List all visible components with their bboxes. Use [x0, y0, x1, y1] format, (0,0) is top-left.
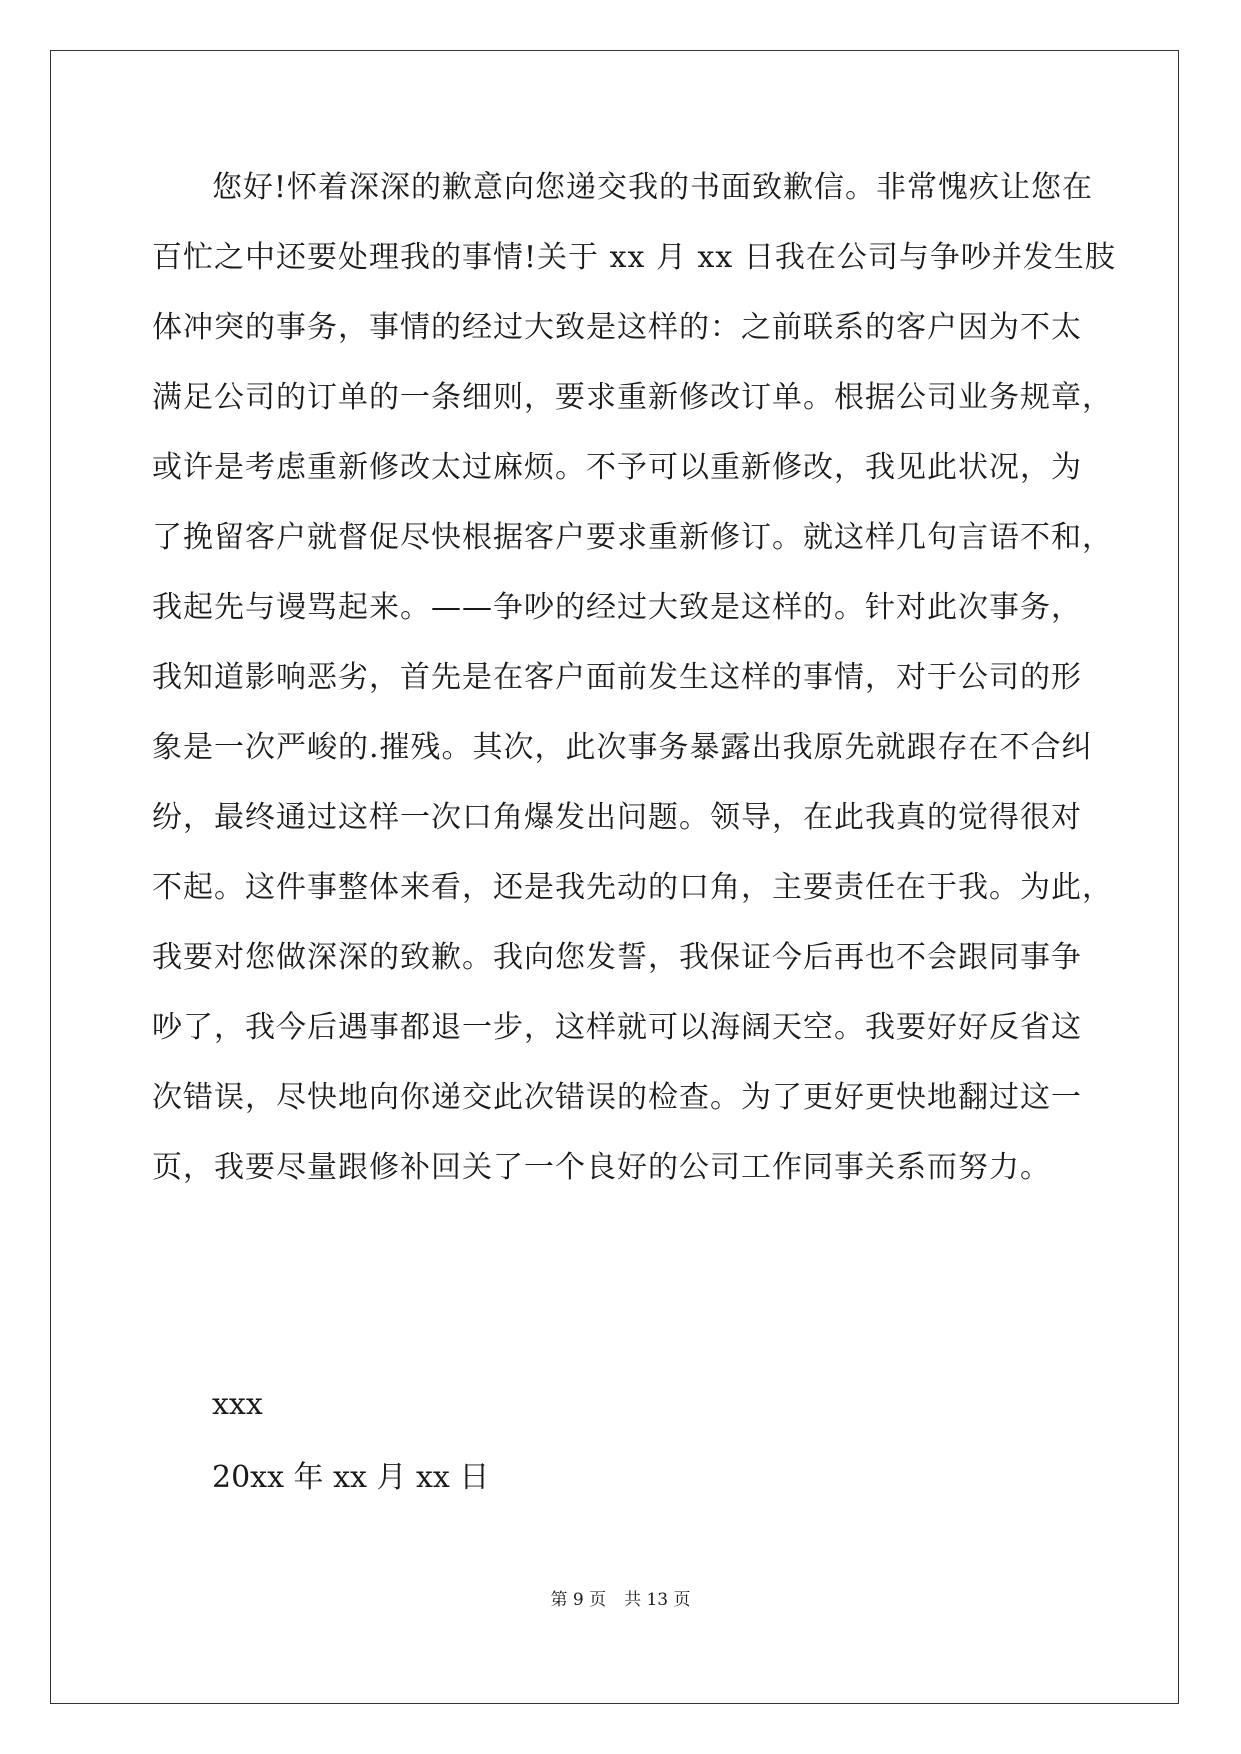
letter-line: 不起。这件事整体来看，还是我先动的口角，主要责任在于我。为此，: [152, 870, 1113, 905]
letter-line: 我知道影响恶劣，首先是在客户面前发生这样的事情，对于公司的形: [152, 660, 1082, 695]
letter-body: [152, 168, 1116, 1218]
letter-line: 次错误，尽快地向你递交此次错误的检查。为了更好更快地翻过这一: [152, 1080, 1082, 1115]
page-number: 第 9 页: [550, 1590, 607, 1610]
letter-line: 或许是考虑重新修改太过麻烦。不予可以重新修改，我见此状况，为: [152, 450, 1082, 485]
letter-line: 我起先与谩骂起来。——争吵的经过大致是这样的。针对此次事务，: [152, 590, 1082, 625]
letter-line: 页，我要尽量跟修补回关了一个良好的公司工作同事关系而努力。: [152, 1150, 1051, 1185]
letter-line: 您好!怀着深深的歉意向您递交我的书面致歉信。非常愧疚让您在: [212, 170, 1094, 205]
letter-date: 20xx 年 xx 月 xx 日: [212, 1460, 490, 1495]
signature: xxx: [212, 1387, 263, 1422]
letter-line: 满足公司的订单的一条细则，要求重新修改订单。根据公司业务规章，: [152, 380, 1113, 415]
letter-line: 了挽留客户就督促尽快根据客户要求重新修订。就这样几句言语不和，: [152, 520, 1113, 555]
page-total: 共 13 页: [624, 1590, 691, 1610]
letter-line: 纷，最终通过这样一次口角爆发出问题。领导，在此我真的觉得很对: [152, 800, 1082, 835]
letter-line: 我要对您做深深的致歉。我向您发誓，我保证今后再也不会跟同事争: [152, 940, 1082, 975]
letter-line: 体冲突的事务，事情的经过大致是这样的：之前联系的客户因为不太: [152, 310, 1082, 345]
page-footer: [0, 1588, 1241, 1612]
letter-line: 吵了，我今后遇事都退一步，这样就可以海阔天空。我要好好反省这: [152, 1010, 1082, 1045]
letter-line: 象是一次严峻的.摧残。其次，此次事务暴露出我原先就跟存在不合纠: [152, 730, 1093, 765]
letter-line: 百忙之中还要处理我的事情!关于 xx 月 xx 日我在公司与争吵并发生肢: [152, 240, 1116, 275]
